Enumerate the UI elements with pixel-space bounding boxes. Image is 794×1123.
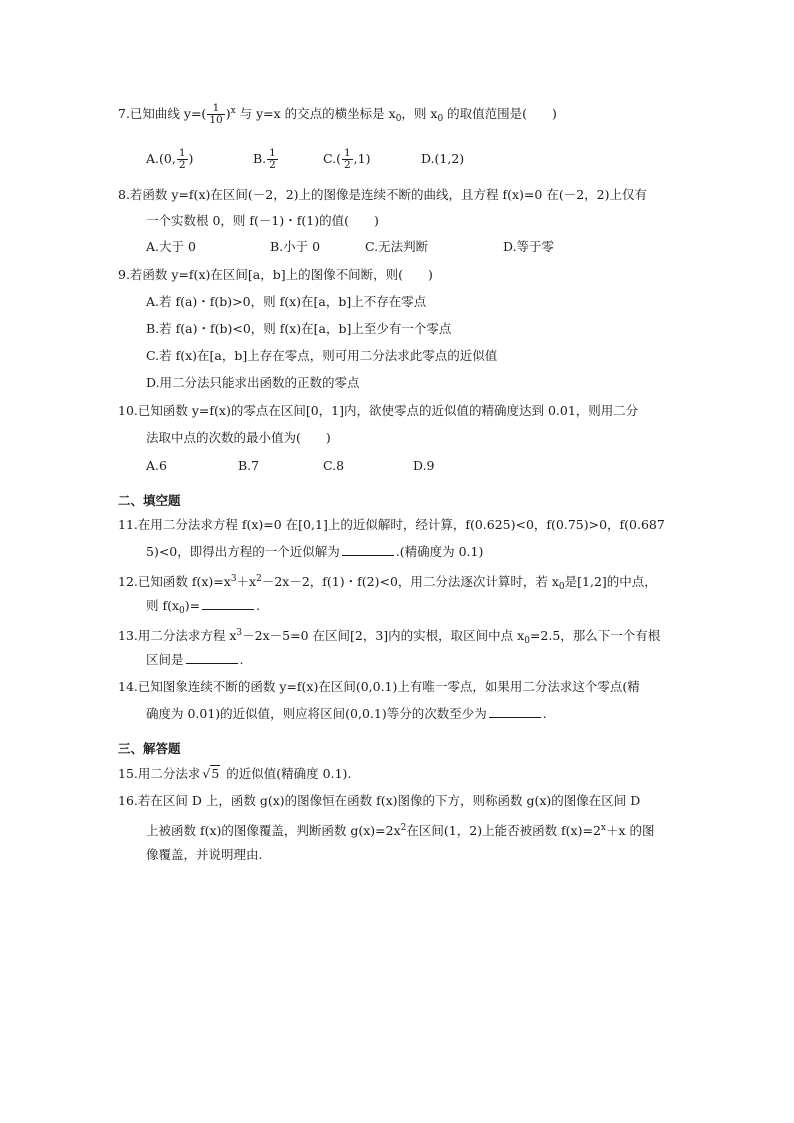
q9-option-c: C.若 f(x)在[a，b]上存在零点，则可用二分法求此零点的近似值 xyxy=(146,348,498,363)
fraction: $\frac{1}{2}$ xyxy=(178,147,186,171)
q10-option-b: B.7 xyxy=(238,458,260,473)
q9-option-a: A.若 f(a)・f(b)>0，则 f(x)在[a，b]上不存在零点 xyxy=(146,294,427,309)
question-14-line-2: 确度为 0.01)的近似值，则应将区间(0,0.1)等分的次数至少为 . xyxy=(146,706,547,721)
q8-option-c: C.无法判断 xyxy=(365,239,429,254)
question-11-line-2: 5)<0，即得出方程的一个近似解为 .(精确度为 0.1) xyxy=(146,544,484,559)
question-12-line-2: 则 $f(x_0)=$ . xyxy=(146,598,261,616)
question-16-line-1: 16.若在区间 D 上，函数 g(x)的图像恒在函数 f(x)图像的下方，则称函数 g(x)的图像在区间 D xyxy=(118,793,641,808)
q8-option-d: D.等于零 xyxy=(503,239,555,254)
q7-option-d: D.(1,2) xyxy=(421,151,465,166)
question-16-line-2: 上被函数 f(x)的图像覆盖，判断函数 $g(x)=2x^2$在区间(1，2)上能否被函数 $f(x)=2^x+x$ 的图 xyxy=(146,823,655,838)
q8-option-b: B.小于 0 xyxy=(270,239,321,254)
fraction: $\frac{1}{2}$ xyxy=(343,147,351,171)
square-root: √5 xyxy=(202,766,220,781)
q9-option-b: B.若 f(a)・f(b)<0，则 f(x)在[a，b]上至少有一个零点 xyxy=(146,321,452,336)
question-9: 9.若函数 y=f(x)在区间[a，b]上的图像不间断，则( ) xyxy=(118,267,433,282)
question-15: 15.用二分法求 √5 的近似值(精确度 0.1). xyxy=(118,766,352,781)
answer-blank xyxy=(489,705,541,718)
question-13-line-1: 13.用二分法求方程 $x^3-2x-5=0$ 在区间[2，3]内的实根，取区间中点 $x_0=2.5$，那么下一个有根 xyxy=(118,628,661,646)
question-14-line-1: 14.已知图象连续不断的函数 y=f(x)在区间(0,0.1)上有唯一零点，如果用二分法求这个零点(精 xyxy=(118,679,640,694)
q10-option-d: D.9 xyxy=(413,458,435,473)
q10-option-a: A.6 xyxy=(146,458,167,473)
q7-option-b: B. $\frac{1}{2}$ xyxy=(253,147,276,171)
question-7: 7.已知曲线 y=( $\frac{1}{10}$ )$^x$ 与 y=x 的交点的横坐标是 $x_0$，则 $x_0$ 的取值范围是( ) xyxy=(118,102,557,126)
question-11-line-1: 11.在用二分法求方程 f(x)=0 在[0,1]上的近似解时，经计算，f(0.625)<0，f(0.75)>0，f(0.687 xyxy=(118,517,665,532)
section-heading-fill-in: 二、填空题 xyxy=(118,493,181,508)
answer-blank xyxy=(342,543,394,556)
question-13-line-2: 区间是 . xyxy=(146,652,244,667)
q10-option-c: C.8 xyxy=(323,458,345,473)
question-8-line-2: 一个实数根 0，则 f(－1)・f(1)的值( ) xyxy=(146,213,379,228)
q7-option-c: C.( $\frac{1}{2}$ ,1) xyxy=(323,147,371,171)
q8-option-a: A.大于 0 xyxy=(146,239,196,254)
fraction: $\frac{1}{10}$ xyxy=(209,102,223,126)
question-10-line-2: 法取中点的次数的最小值为( ) xyxy=(146,430,331,445)
q7-option-a: A.(0, $\frac{1}{2}$ ) xyxy=(146,147,194,171)
answer-blank xyxy=(186,651,238,664)
section-heading-solutions: 三、解答题 xyxy=(118,741,181,756)
question-10-line-1: 10.已知函数 y=f(x)的零点在区间[0，1]内，欲使零点的近似值的精确度达到 0.01，则用二分 xyxy=(118,403,639,418)
question-12-line-1: 12.已知函数 $f(x)=x^3+x^2-2x-2$，f(1)・f(2)<0，用二分法逐次计算时，若 $x_0$是[1,2]的中点， xyxy=(118,574,657,592)
q9-option-d: D.用二分法只能求出函数的正数的零点 xyxy=(146,375,360,390)
fraction: $\frac{1}{2}$ xyxy=(269,147,276,171)
question-16-line-3: 像覆盖，并说明理由. xyxy=(146,847,263,862)
question-8-line-1: 8.若函数 y=f(x)在区间(－2，2)上的图像是连续不断的曲线，且方程 f(x)=0 在(－2，2)上仅有 xyxy=(118,187,647,202)
answer-blank xyxy=(202,597,254,610)
